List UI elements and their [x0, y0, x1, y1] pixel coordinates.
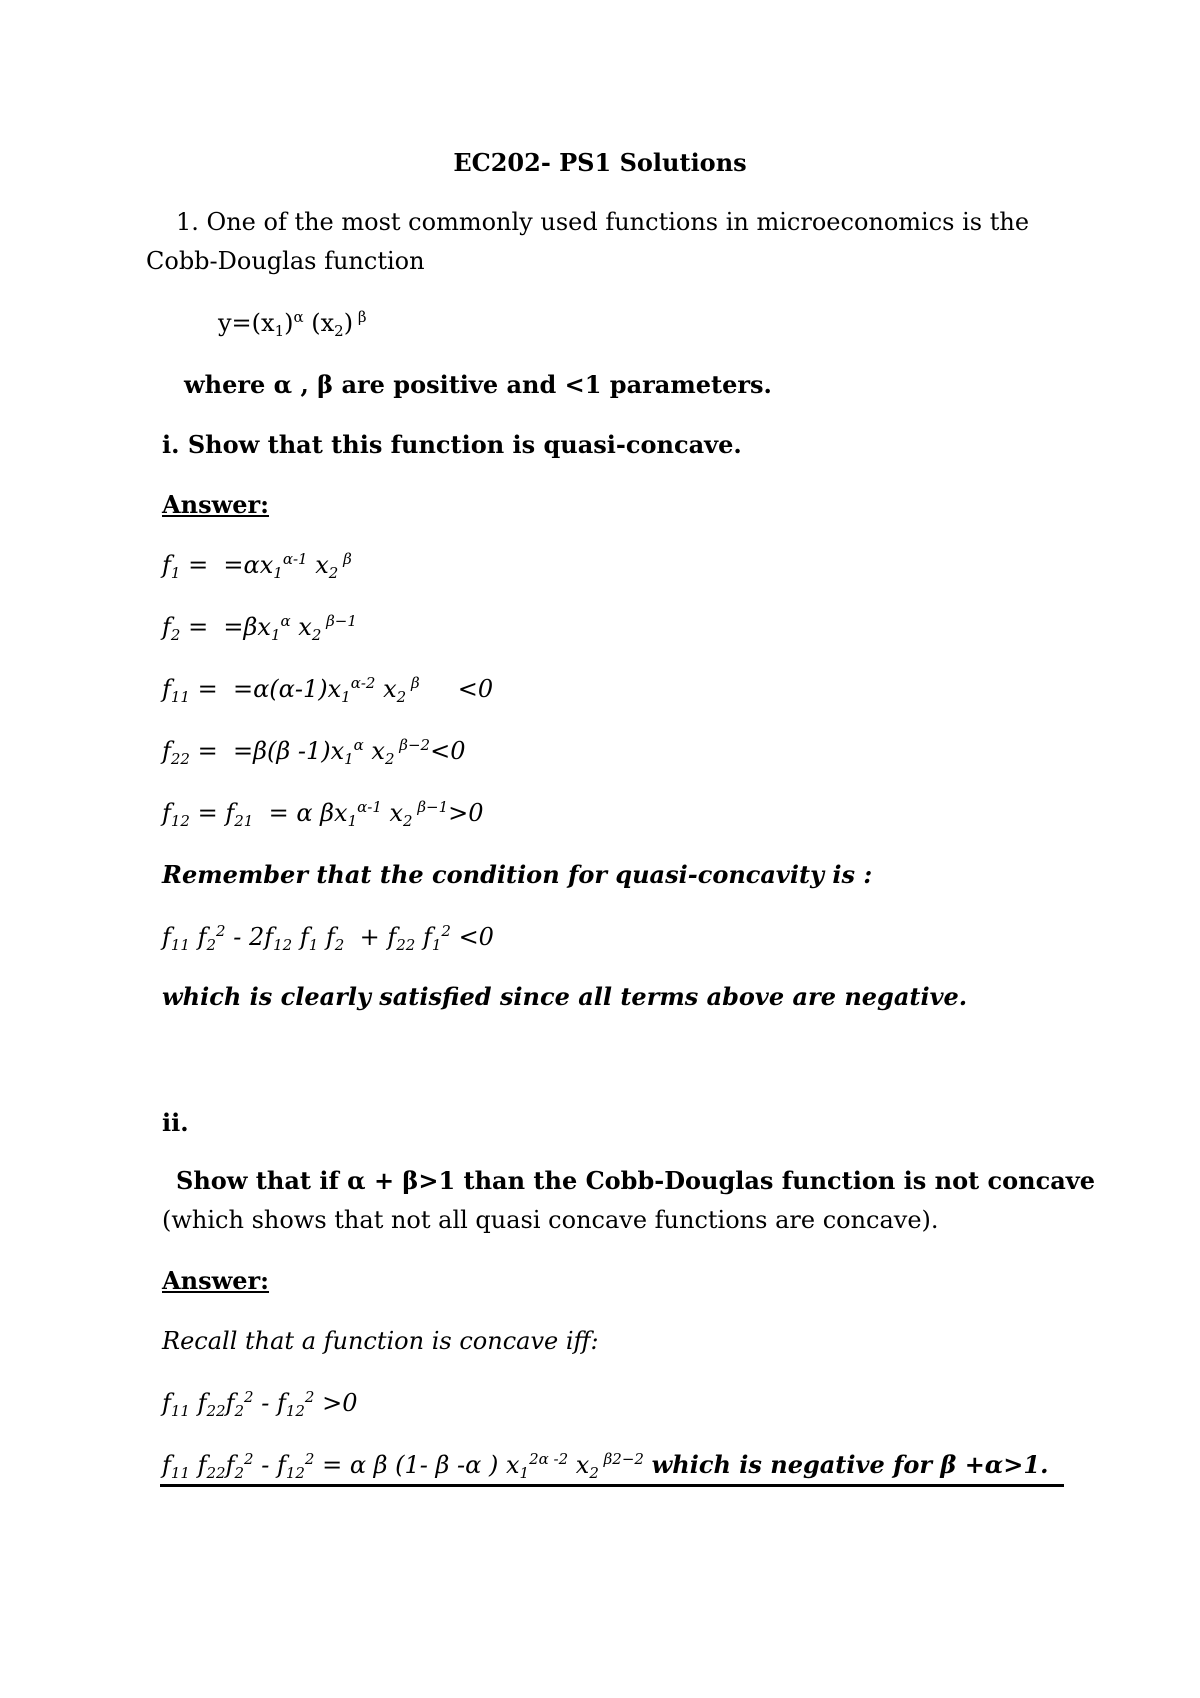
equation-f2: $f_2 = =\beta x_1^\alpha$ $x_2$ $^{\beta-1}$: [162, 612, 357, 644]
satisfied-statement: which is clearly satisfied since all terms above are negative.: [162, 982, 968, 1011]
answer-label-1: Answer:: [162, 490, 270, 519]
answer-label-2: Answer:: [162, 1266, 270, 1295]
parameters-condition: where α , β are positive and <1 parameters.: [184, 370, 772, 399]
part-ii-question-line2: (which shows that not all quasi concave functions are concave).: [162, 1206, 939, 1234]
equation-f1: $f_1 = =\alpha x_1^{\alpha-1}$ $x_2$ $^\beta$: [162, 550, 352, 582]
concavity-result: $f_{11}$ $f_{22}f_2^2 - f_{12}^2 = \alpha$ β (1- β -α ) $x_1^{2\alpha -2}$ $x_2$ $^{\beta 2-2}$ which is negative for β +α>1.: [162, 1450, 1049, 1482]
part-ii-label: ii.: [162, 1108, 189, 1137]
equation-f12: $f_{12} = f_{21} = \alpha$ $\beta x_1^{\alpha-1}$ $x_2$ $^{\beta-1}$>0: [162, 798, 484, 830]
recall-statement: Recall that a function is concave iff:: [162, 1327, 599, 1355]
quasi-concavity-condition: $f_{11}$ $f_2^2 - 2f_{12}$ $f_1$ $f_2 + f_{22}$ $f_1^2 <0$: [162, 922, 494, 954]
bottom-rule: [160, 1484, 1064, 1487]
equation-f11: $f_{11} = =\alpha(\alpha-1)x_1^{\alpha-2}$ $x_2$ $^\beta$ <0: [162, 674, 494, 706]
remember-condition: Remember that the condition for quasi-concavity is :: [162, 860, 873, 889]
page-title: EC202- PS1 Solutions: [453, 148, 747, 177]
cobb-douglas-formula: $y=(x_1)^\alpha$ $(x_2)$ $^\beta$: [218, 308, 367, 340]
equation-f22: $f_{22} = =\beta(\beta$ $-1)x_1^\alpha$ $x_2$ $^{\beta-2}$<0: [162, 736, 466, 768]
part-i-question: i. Show that this function is quasi-concave.: [162, 430, 742, 459]
q1-intro-line2: Cobb-Douglas function: [146, 247, 425, 275]
q1-intro-line1: 1. One of the most commonly used functions in microeconomics is the: [176, 208, 1030, 236]
conclusion-text: which is negative for β +α>1.: [651, 1450, 1049, 1479]
part-ii-question-line1: Show that if α + β>1 than the Cobb-Douglas function is not concave: [176, 1166, 1095, 1195]
concavity-condition: $f_{11}$ $f_{22}f_2^2 - f_{12}^2 >0$: [162, 1388, 358, 1420]
